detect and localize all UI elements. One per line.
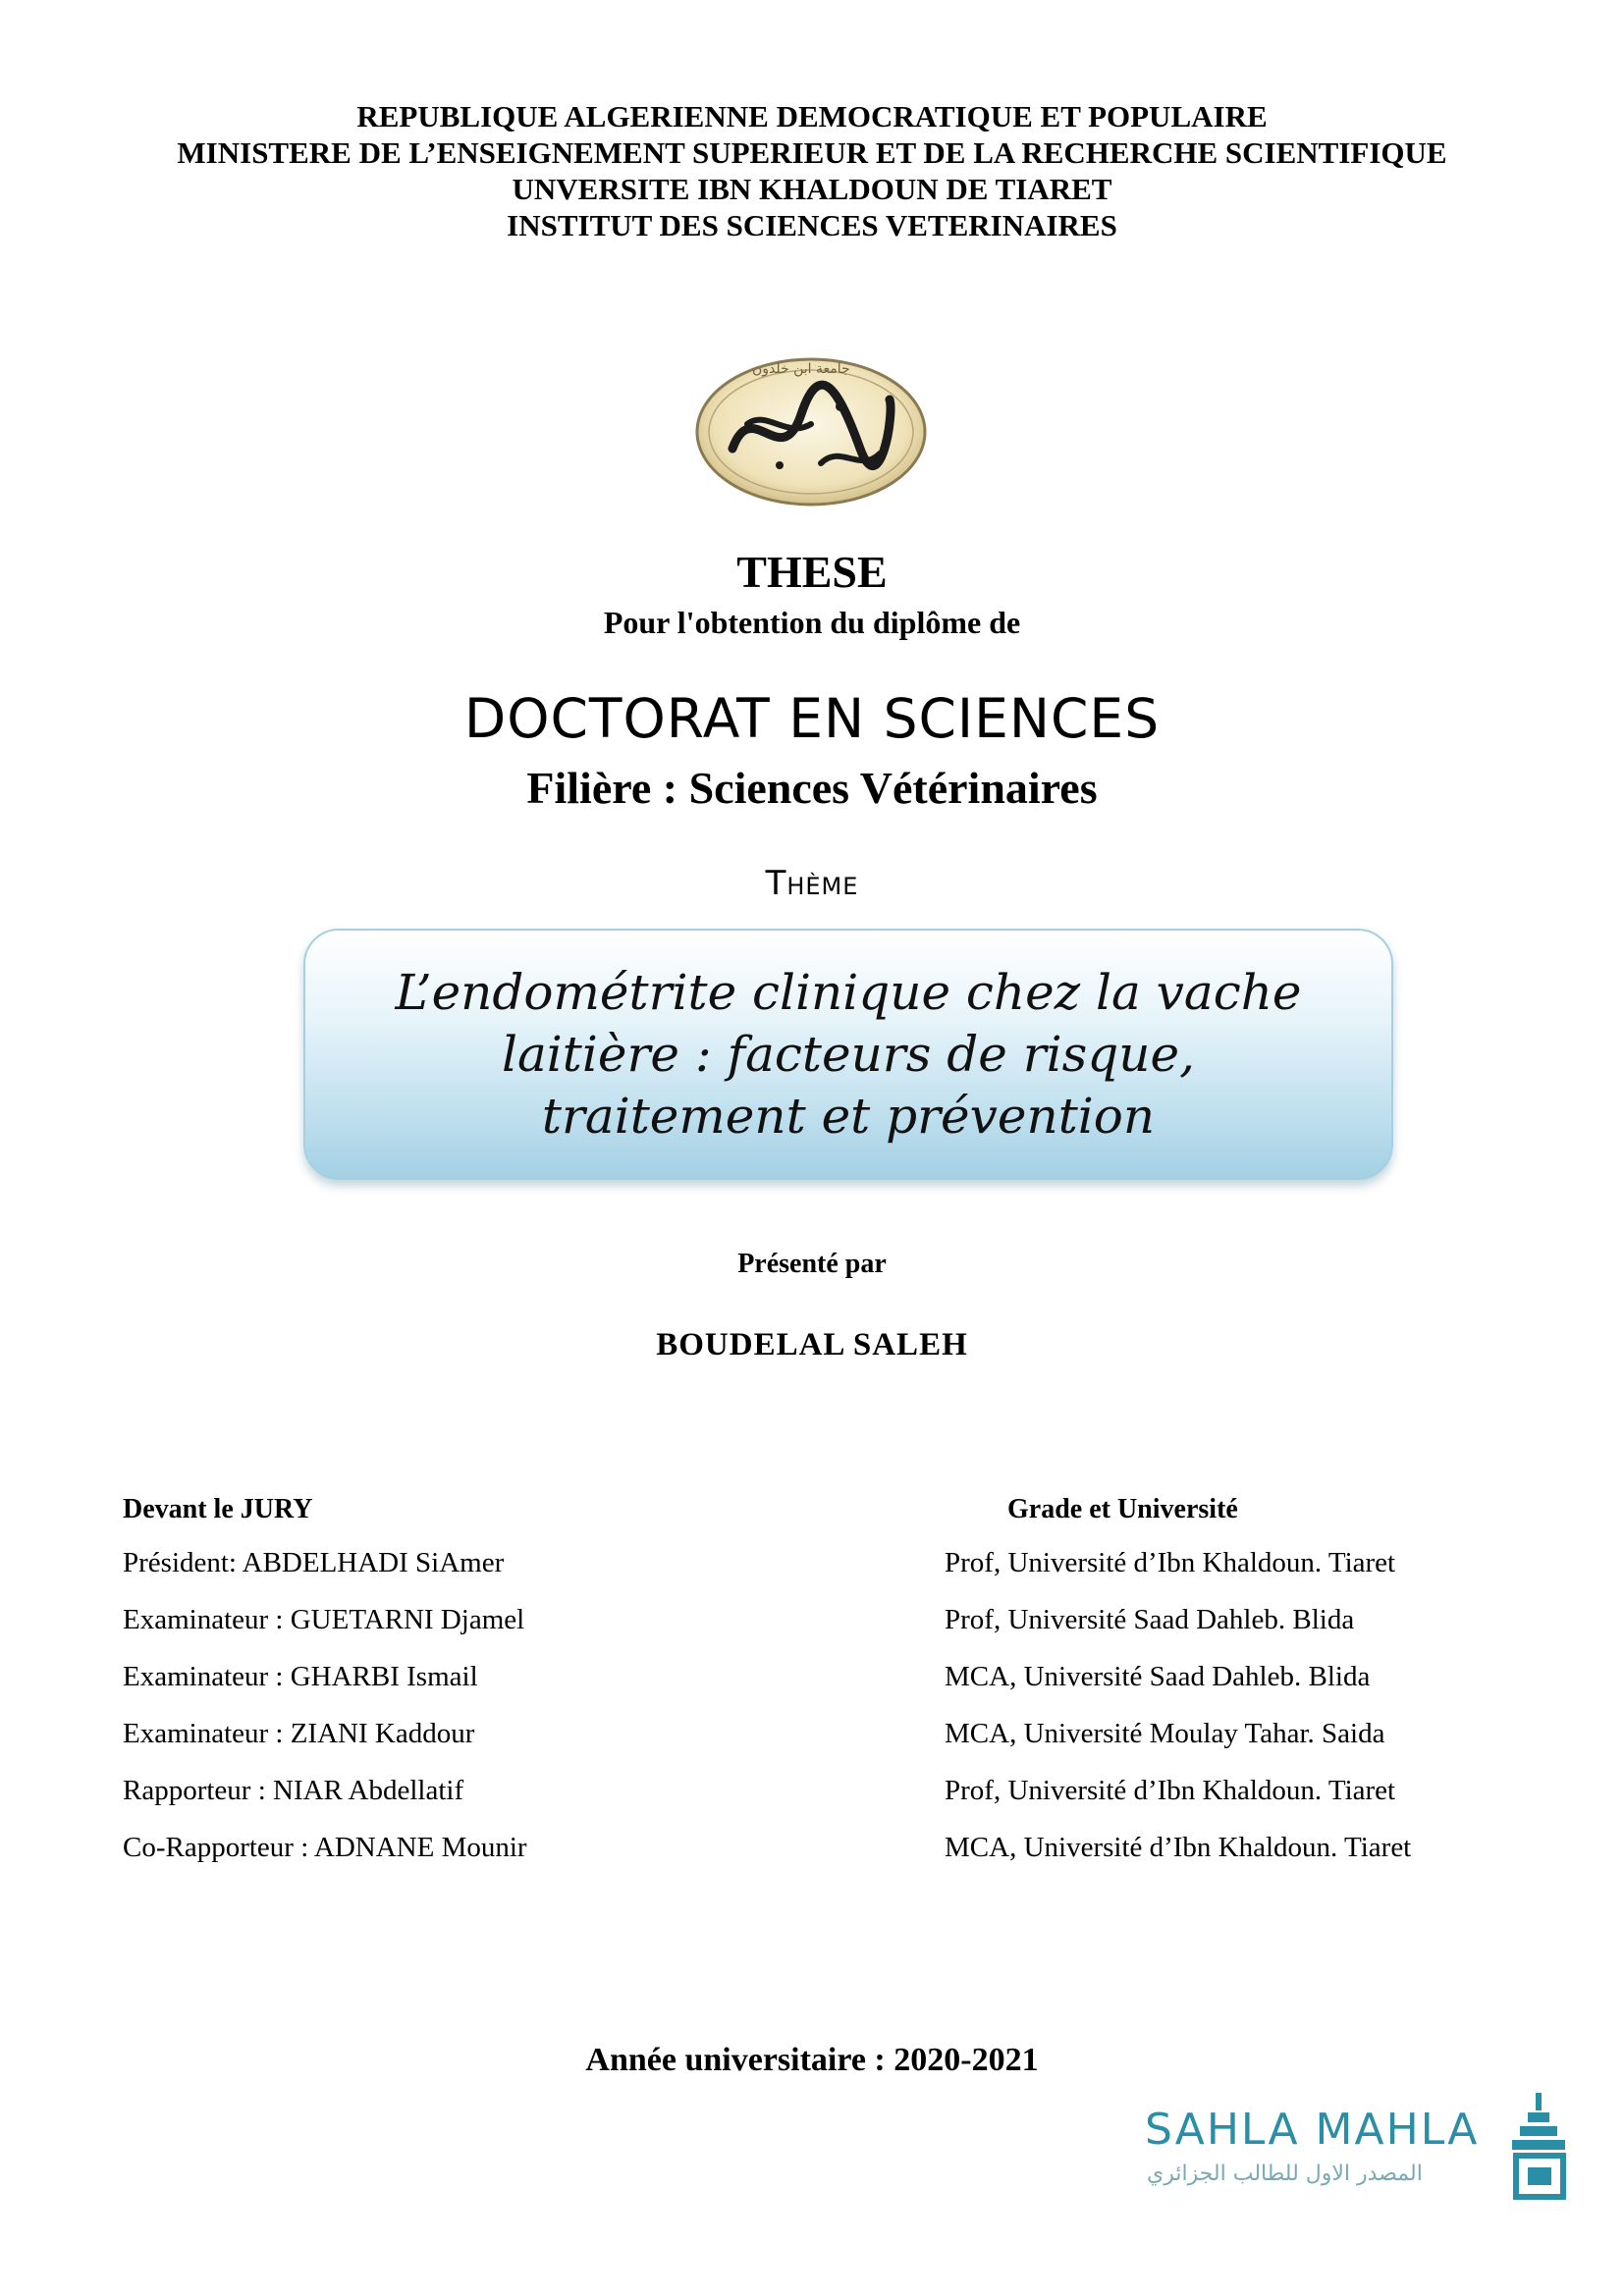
university-seal-logo xyxy=(693,355,929,507)
jury-row xyxy=(0,1832,1624,1871)
jury-member-affiliation: Prof, Université d’Ibn Khaldoun. Tiaret xyxy=(945,1547,1396,1578)
jury-member-role: Examinateur : GUETARNI Djamel xyxy=(123,1604,525,1635)
mosque-icon xyxy=(1506,2091,1575,2204)
jury-member-role: Examinateur : GHARBI Ismail xyxy=(123,1661,478,1692)
jury-row xyxy=(0,1775,1624,1814)
purpose-line: Pour l'obtention du diplôme de xyxy=(603,605,1021,640)
thesis-title-line3: traitement et prévention xyxy=(541,1087,1156,1145)
jury-row xyxy=(0,1604,1624,1643)
header-university: UNVERSITE IBN KHALDOUN DE TIARET xyxy=(512,172,1112,206)
academic-year: Année universitaire : 2020-2021 xyxy=(585,2042,1039,2078)
jury-member-affiliation: Prof, Université Saad Dahleb. Blida xyxy=(945,1604,1355,1635)
logo-tagline: المصدر الاول للطالب الجزائري xyxy=(1147,2162,1423,2186)
header-republic: REPUBLIQUE ALGERIENNE DEMOCRATIQUE ET POPULAIRE xyxy=(356,99,1268,133)
document-type: THESE xyxy=(736,547,888,597)
seal-text: جامعة ابن خلدون xyxy=(752,361,850,377)
author-name: BOUDELAL SALEH xyxy=(656,1327,968,1362)
thesis-title-line2: laitière : facteurs de risque, xyxy=(502,1025,1195,1083)
sahla-mahla-logo xyxy=(1145,2091,1577,2209)
jury-member-affiliation: MCA, Université d’Ibn Khaldoun. Tiaret xyxy=(945,1832,1412,1863)
jury-row xyxy=(0,1547,1624,1586)
field-of-study: Filière : Sciences Vétérinaires xyxy=(526,763,1098,813)
institution-header xyxy=(0,98,1624,243)
header-ministry: MINISTERE DE L’ENSEIGNEMENT SUPERIEUR ET DE LA RECHERCHE SCIENTIFIQUE xyxy=(177,135,1447,170)
jury-member-role: Président: ABDELHADI SiAmer xyxy=(123,1547,505,1578)
theme-label: Thème xyxy=(765,864,859,903)
grade-heading: Grade et Université xyxy=(1007,1494,1238,1524)
jury-row xyxy=(0,1661,1624,1700)
degree-title: DOCTORAT EN SCIENCES xyxy=(463,687,1161,750)
jury-member-affiliation: MCA, Université Moulay Tahar. Saida xyxy=(945,1718,1385,1749)
thesis-title-box xyxy=(303,929,1393,1180)
logo-name: SAHLA MAHLA xyxy=(1145,2105,1480,2155)
jury-member-affiliation: Prof, Université d’Ibn Khaldoun. Tiaret xyxy=(945,1775,1396,1806)
presented-by-label: Présenté par xyxy=(737,1249,887,1279)
jury-member-affiliation: MCA, Université Saad Dahleb. Blida xyxy=(945,1661,1371,1692)
jury-member-role: Rapporteur : NIAR Abdellatif xyxy=(123,1775,464,1806)
jury-member-role: Examinateur : ZIANI Kaddour xyxy=(123,1718,475,1749)
jury-member-role: Co-Rapporteur : ADNANE Mounir xyxy=(123,1832,527,1863)
jury-row xyxy=(0,1718,1624,1757)
thesis-title-line1: L’endométrite clinique chez la vache xyxy=(395,963,1302,1021)
jury-heading: Devant le JURY xyxy=(123,1494,313,1524)
header-institute: INSTITUT DES SCIENCES VETERINAIRES xyxy=(507,208,1117,242)
